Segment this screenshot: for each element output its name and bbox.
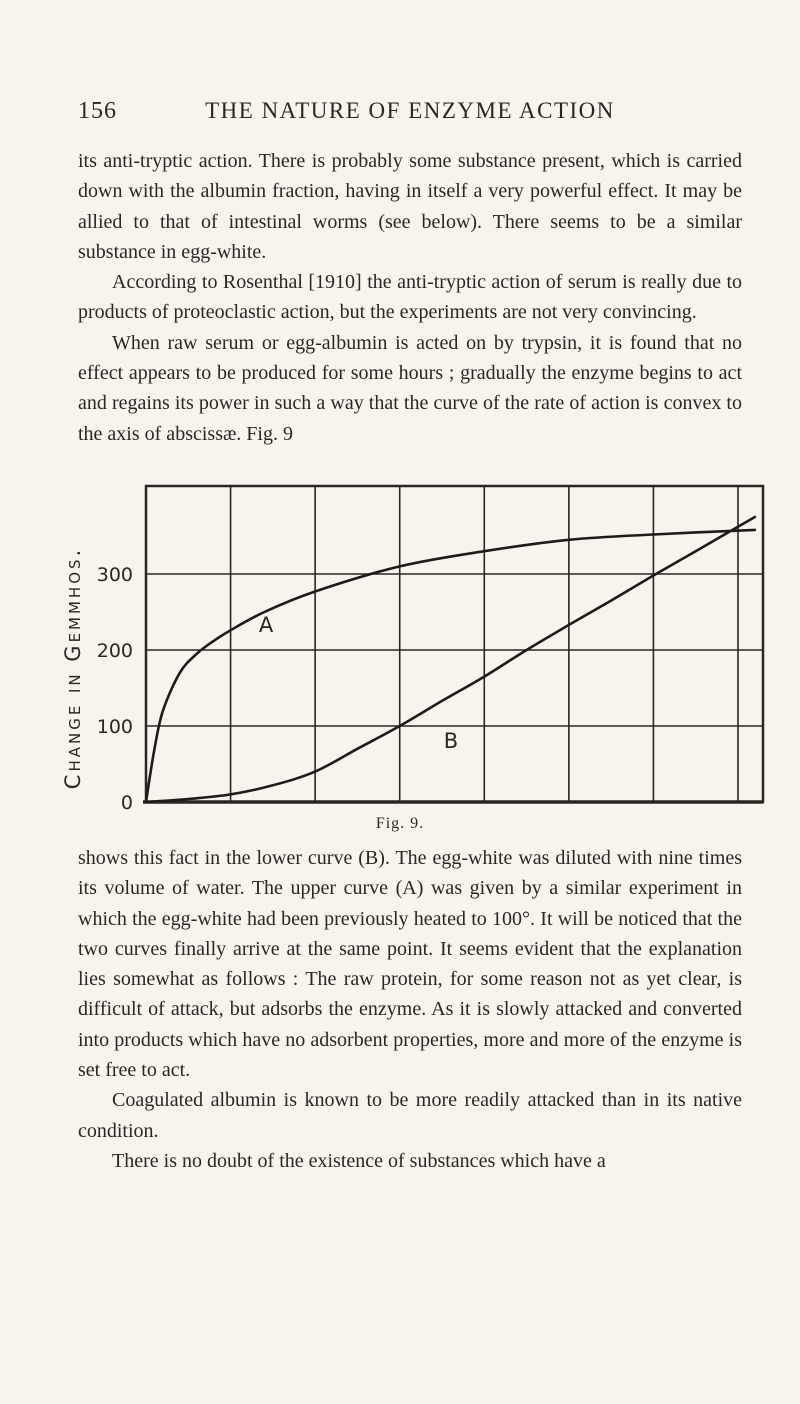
body-text-bottom <box>78 843 742 1176</box>
paragraph: According to Rosenthal [1910] the anti-tryptic action of serum is really due to products of proteoclastic action, but the experiments are not very convincing. <box>78 271 742 324</box>
curve-label-a: A <box>258 613 274 637</box>
figure-9 <box>0 460 800 850</box>
y-tick-label: 300 <box>96 564 133 586</box>
curve-b <box>146 517 755 802</box>
y-axis-title: Change in Gemmhos. <box>61 546 85 790</box>
y-tick-label: 100 <box>96 716 133 738</box>
page-header <box>78 98 742 138</box>
curve-label-b: B <box>443 729 459 753</box>
rate-of-action-chart <box>0 460 800 810</box>
paragraph: When raw serum or egg-albumin is acted on by trypsin, it is found that no effect appears to be produced for some hours ; gradually the enzyme begins to act and regains its power in such a way that the curve of the rate of action is convex to the axis of abscissæ. Fig. 9 <box>78 331 742 445</box>
page-number: 156 <box>78 98 117 124</box>
figure-caption: Fig. 9. <box>375 815 425 832</box>
paragraph: There is no doubt of the existence of substances which have a <box>112 1149 606 1172</box>
y-tick-label: 0 <box>120 792 133 810</box>
y-tick-label: 200 <box>96 640 133 662</box>
paragraph: Coagulated albumin is known to be more readily attacked than in its native condition. <box>78 1089 742 1142</box>
body-text-top <box>78 146 742 449</box>
paragraph: its anti-tryptic action. There is probably some substance present, which is carried down with the albumin fraction, having in itself a very powerful effect. It may be allied to that of intestinal worms (see below). There seems to be a similar substance in egg-white. <box>78 150 742 263</box>
running-title: THE NATURE OF ENZYME ACTION <box>205 98 615 123</box>
paragraph: shows this fact in the lower curve (B). The egg-white was diluted with nine times its volume of water. The upper curve (A) was given by a similar experiment in which the egg-white had been previously heated to 100°. It will be noticed that the two curves finally arrive at the same point. It seems evident that the explanation lies somewhat as follows : The raw protein, for some reason not as yet clear, is difficult of attack, but adsorbs the enzyme. As it is slowly attacked and converted into products which have no adsorbent properties, more and more of the enzyme is set free to act. <box>78 847 742 1082</box>
